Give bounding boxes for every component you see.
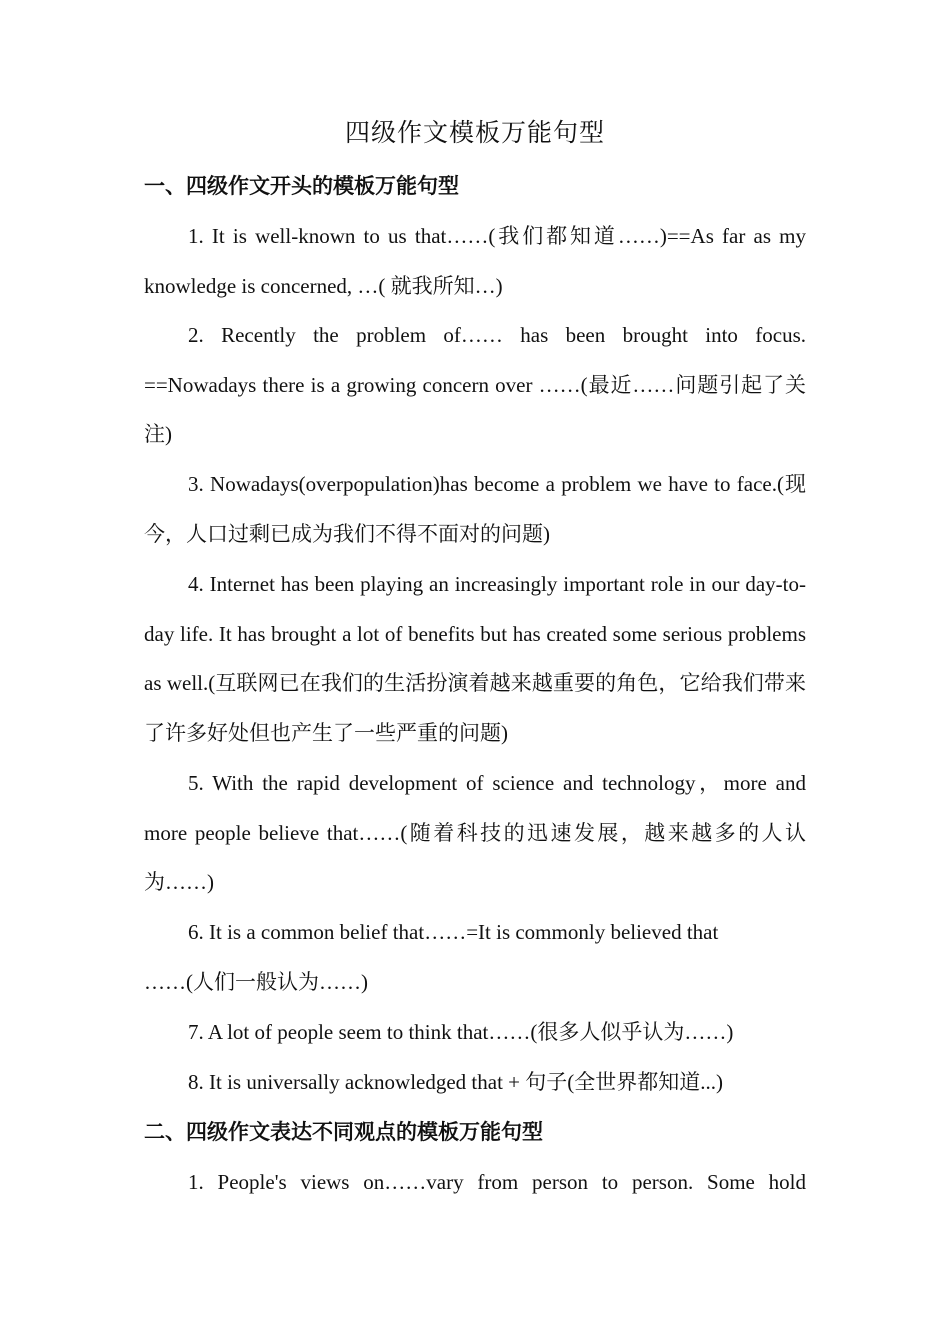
document-title: 四级作文模板万能句型 (344, 120, 605, 147)
list-item: 2. Recently the problem of…… has been brought into focus. ==Nowadays there is a growing concern over ……(最近……问题引起了关注) (144, 323, 806, 447)
list-item: 5. With the rapid development of science and technology，more and more people believe that……(随着科技的迅速发展，越来越多的人认为……) (144, 771, 806, 895)
list-item: 1. People's views on……vary from person to person. Some hold (188, 1170, 806, 1194)
section-heading-viewpoints: 二、四级作文表达不同观点的模板万能句型 (144, 1120, 543, 1144)
section-heading-opening: 一、四级作文开头的模板万能句型 (144, 174, 459, 198)
list-item: 1. It is well-known to us that……(我们都知道……)==As far as my knowledge is concerned, …( 就我所知…) (144, 224, 806, 298)
list-item: 4. Internet has been playing an increasingly important role in our day-to-day life. It has brought a lot of benefits but has created some serious problems as well.(互联网已在我们的生活扮演着越来越重要的角色，它给我们带来了许多好处但也产生了一些严重的问题) (144, 572, 806, 746)
list-item: 6. It is a common belief that……=It is commonly believed that ……(人们一般认为……) (144, 920, 719, 994)
list-item: 7. A lot of people seem to think that……(很多人似乎认为……) (188, 1020, 734, 1044)
list-item: 8. It is universally acknowledged that + 句子(全世界都知道...) (188, 1070, 723, 1094)
list-item: 3. Nowadays(overpopulation)has become a problem we have to face.(现今，人口过剩已成为我们不得不面对的问题) (144, 472, 806, 546)
